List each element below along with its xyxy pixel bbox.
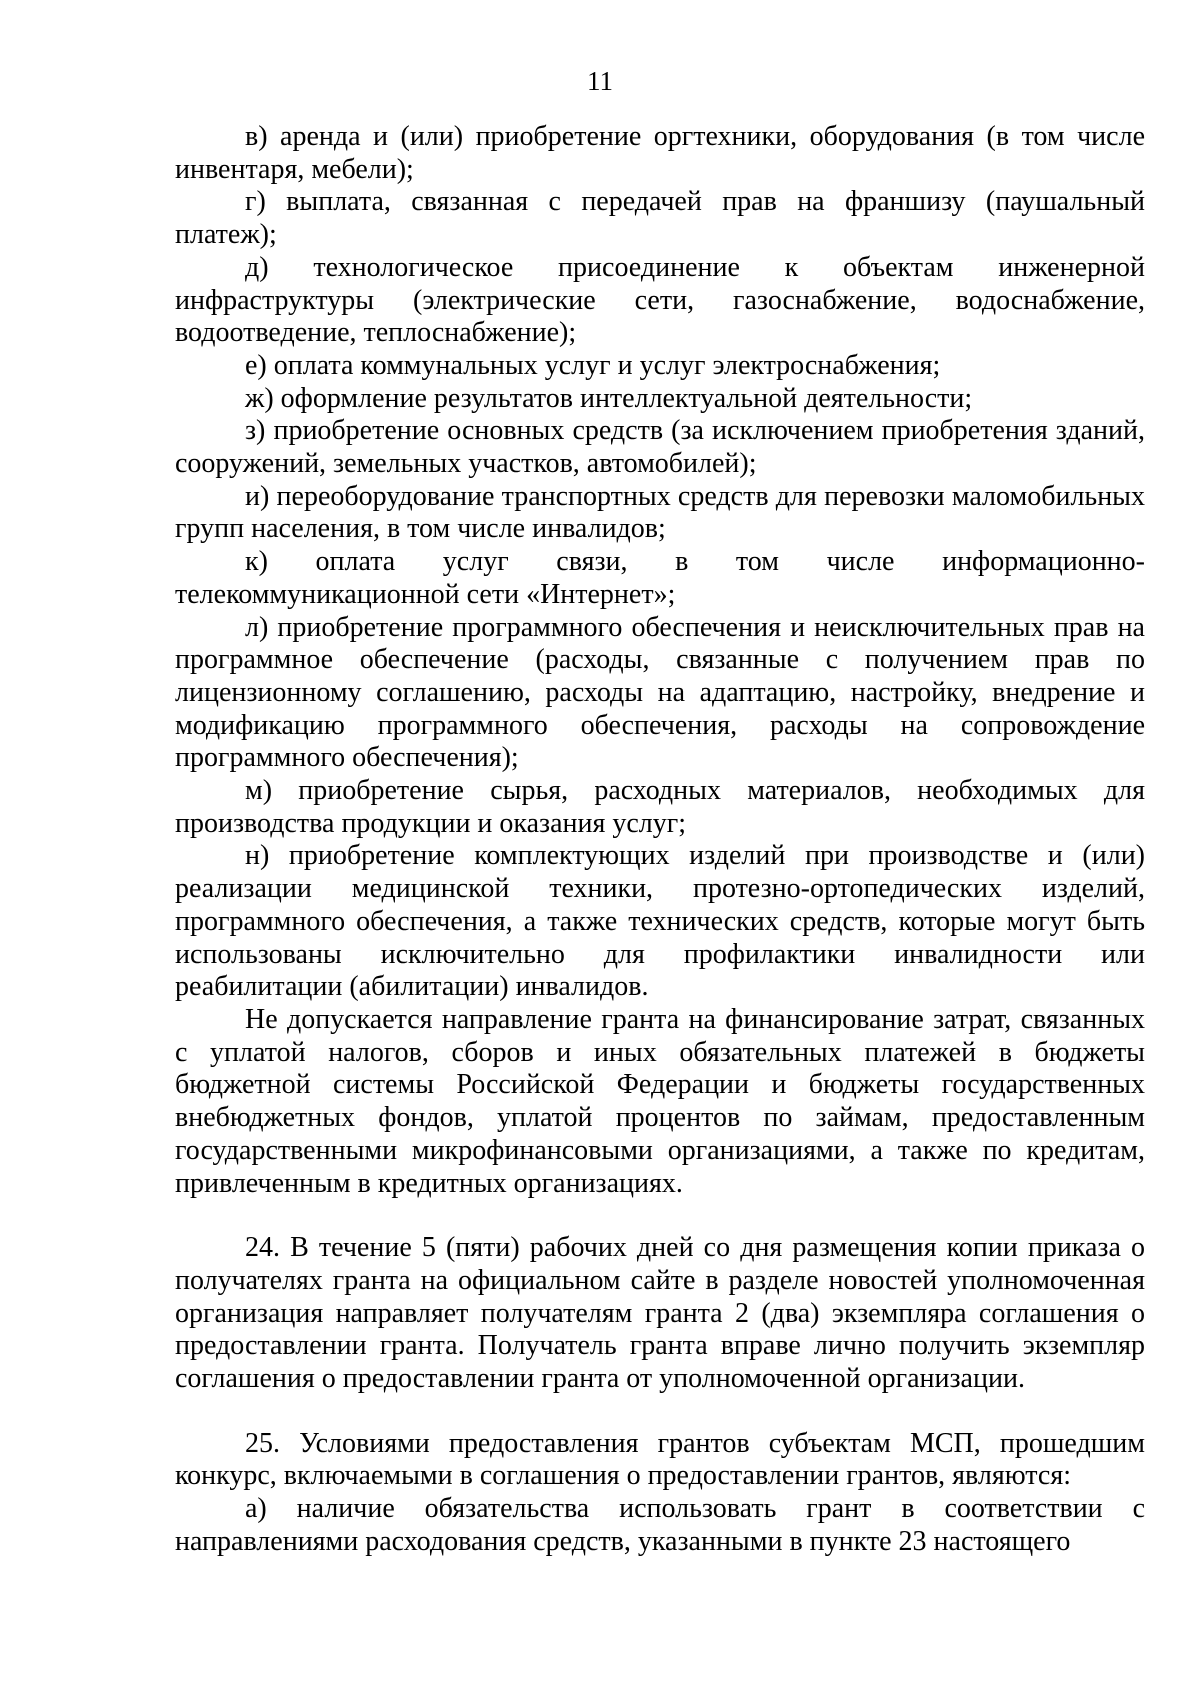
restriction-paragraph: Не допускается направление гранта на финансирование затрат, связанных с уплатой налогов, сборов и иных обязательных платежей в бюджеты бюджетной системы Российской Федерации и бюджеты государственных внебюджетных фондов, уплатой процентов по займам, предоставленным государственными микрофинансовыми организациями, а также по кредитам, привлеченным в кредитных организациях. [175, 1003, 1145, 1199]
page-number: 11 [587, 66, 613, 96]
list-item-g: г) выплата, связанная с передачей прав на франшизу (паушальный платеж); [175, 186, 1145, 251]
clause-24: 24. В течение 5 (пяти) рабочих дней со дня размещения копии приказа о получателях гранта на официальном сайте в разделе новостей уполномоченная организация направляет получателям гранта 2 (два) экземпляра соглашения о предоставлении гранта. Получатель гранта вправе лично получить экземпляр соглашения о предоставлении гранта от уполномоченной организации. [175, 1232, 1145, 1395]
list-item-n: н) приобретение комплектующих изделий при производстве и (или) реализации медицинской техники, протезно-ортопедических изделий, программного обеспечения, а также технических средств, которые могут быть использованы исключительно для профилактики инвалидности или реабилитации (абилитации) инвалидов. [175, 840, 1145, 1003]
list-item-e: е) оплата коммунальных услуг и услуг электроснабжения; [245, 349, 941, 381]
list-item-k: к) оплата услуг связи, в том числе информационно-телекоммуникационной сети «Интернет»; [175, 546, 1145, 610]
list-item-l: л) приобретение программного обеспечения и неисключительных прав на программное обеспечение (расходы, связанные с получением прав по лицензионному соглашению, расходы на адаптацию, настройку, внедрение и модификацию программного обеспечения, расходы на сопровождение программного обеспечения); [175, 611, 1145, 774]
clause-25-item-a: а) наличие обязательства использовать грант в соответствии с направлениями расходования средств, указанными в пункте 23 настоящего [175, 1493, 1145, 1557]
list-item-d: д) технологическое присоединение к объектам инженерной инфраструктуры (электрические сети, газоснабжение, водоснабжение, водоотведение, теплоснабжение); [175, 251, 1145, 349]
list-item-m: м) приобретение сырья, расходных материалов, необходимых для производства продукции и оказания услуг; [175, 775, 1145, 839]
list-item-z: з) приобретение основных средств (за исключением приобретения зданий, сооружений, земельных участков, автомобилей); [175, 415, 1145, 480]
document-body [175, 121, 1145, 1559]
list-item-i: и) переоборудование транспортных средств для перевозки маломобильных групп населения, в том числе инвалидов; [175, 480, 1145, 545]
list-item-v: в) аренда и (или) приобретение оргтехники, оборудования (в том числе инвентаря, мебели); [175, 121, 1145, 185]
list-item-zh: ж) оформление результатов интеллектуальной деятельности; [245, 382, 973, 414]
clause-25: 25. Условиями предоставления грантов субъектам МСП, прошедшим конкурс, включаемыми в соглашения о предоставлении грантов, являются: [175, 1427, 1145, 1492]
